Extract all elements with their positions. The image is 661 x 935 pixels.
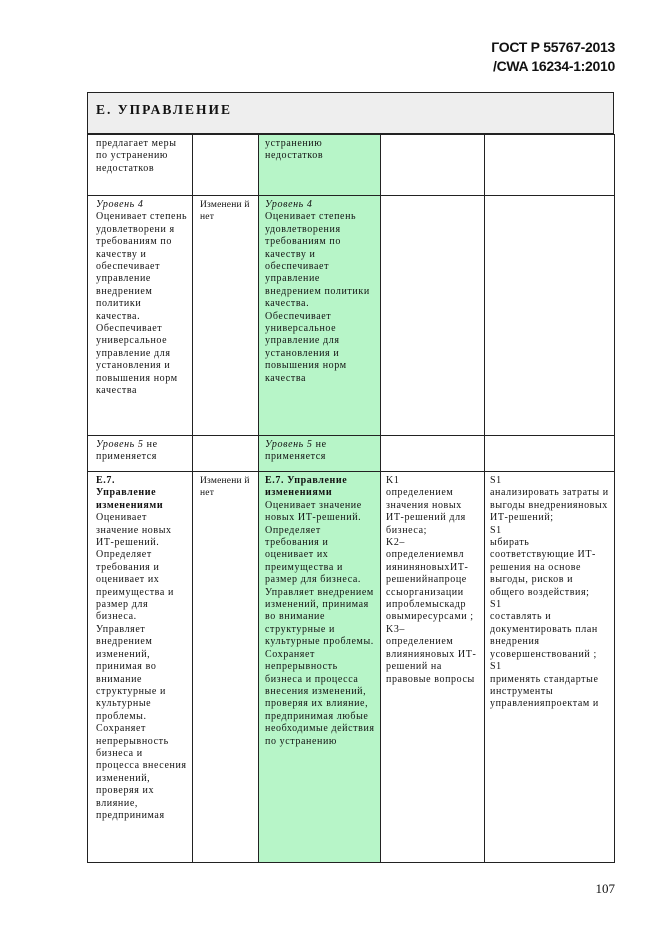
table-cell bbox=[381, 436, 485, 472]
table-cell bbox=[88, 436, 193, 472]
skill-code: S1 bbox=[490, 599, 502, 611]
table-row bbox=[88, 196, 615, 436]
cell-text: предлагает меры по устранению недостатков bbox=[96, 138, 177, 174]
level-label: Уровень 5 bbox=[96, 439, 144, 450]
table-cell bbox=[88, 196, 193, 436]
knowledge-text: определениемвл ияниняновыхИТ-решенийнапроце ссыорганизации ипроблемыскадр овымиресурсами ; bbox=[386, 549, 474, 623]
knowledge-code: K1 bbox=[386, 475, 400, 486]
table-cell-highlighted bbox=[259, 196, 381, 436]
standard-code: ГОСТ Р 55767-2013 bbox=[491, 39, 615, 55]
table-cell bbox=[193, 196, 259, 436]
skill-code: S1 bbox=[490, 661, 502, 673]
knowledge-text: определением влиянияновых ИТ-решений на правовые вопросы bbox=[386, 636, 477, 685]
knowledge-code: K2– bbox=[386, 537, 406, 549]
competence-table bbox=[87, 134, 615, 863]
table-cell bbox=[381, 135, 485, 196]
level-label: Уровень 5 bbox=[265, 439, 313, 450]
table-cell bbox=[381, 196, 485, 436]
table-cell bbox=[381, 472, 485, 863]
table-cell bbox=[88, 472, 193, 863]
cell-text: Оценивает значение новых ИТ-решений. Определяет требования и оценивает их преимущества и размер для бизнеса. Управляет внедрением изменений, принимая во внимание структурные и культурные проблемы. Сохраняет непрерывность бизнеса и процесса внесения изменений, проверяя их влияние, предпринимая любые необходимые действия по устранению bbox=[265, 499, 375, 747]
cell-text: Оценивает значение новых ИТ-решений. Определяет требования и оценивает их преимущества и размер для бизнеса. Управляет внедрением изменений, принимая во внимание структурные и культурные проблемы. Сохраняет непрерывность бизнеса и процесса внесения изменений, проверяя их влияние, предпринимая bbox=[96, 512, 187, 821]
skill-code: S1 bbox=[490, 475, 502, 486]
table-cell bbox=[193, 436, 259, 472]
table-cell-highlighted bbox=[259, 436, 381, 472]
cell-text: устранению недостатков bbox=[265, 138, 324, 162]
skill-text: применять стандартые инструменты управленияпроектам и bbox=[490, 673, 599, 710]
table-cell bbox=[485, 196, 615, 436]
cell-text: Изменени й нет bbox=[200, 476, 250, 499]
section-title-box bbox=[87, 92, 614, 134]
table-cell-highlighted bbox=[259, 135, 381, 196]
table-cell bbox=[485, 472, 615, 863]
skill-text: ыбирать соответствующие ИТ-решения на основе выгоды, рисков и общего воздействия; bbox=[490, 537, 596, 598]
cell-text: Оценивает степень удовлетворени я требованиям по качеству и обеспечивает управление внедрением политики качества. Обеспечивает универсальное управление для установления и повышения норм качества bbox=[96, 211, 188, 397]
cell-text: Оценивает степень удовлетворения требованиям по качеству и обеспечивает управление внедрением политики качества. Обеспечивает универсальное управление для установления и повышения норм качества bbox=[265, 211, 370, 384]
standard-code-cwa: /CWA 16234-1:2010 bbox=[492, 58, 615, 74]
table-row bbox=[88, 436, 615, 472]
skill-code: S1 bbox=[490, 524, 502, 536]
cell-text: Изменени й нет bbox=[200, 200, 250, 223]
competence-code: Е.7. bbox=[96, 475, 116, 486]
table-cell bbox=[485, 135, 615, 196]
level-label: Уровень 4 bbox=[265, 199, 313, 210]
cell-text: не применяется bbox=[265, 439, 327, 463]
table-cell-highlighted bbox=[259, 472, 381, 863]
table-cell bbox=[193, 135, 259, 196]
document-header bbox=[491, 38, 615, 76]
knowledge-text: определением значения новых ИТ-решений для бизнеса; bbox=[386, 487, 466, 536]
table-row bbox=[88, 135, 615, 196]
section-title: Е. УПРАВЛЕНИЕ bbox=[96, 102, 232, 117]
level-label: Уровень 4 bbox=[96, 199, 144, 210]
table-row bbox=[88, 472, 615, 863]
knowledge-code: K3– bbox=[386, 623, 406, 635]
page-number: 107 bbox=[595, 881, 615, 896]
competence-title: Е.7. Управление изменениями bbox=[265, 475, 348, 499]
table-cell bbox=[485, 436, 615, 472]
cell-text: не применяется bbox=[96, 439, 158, 463]
skill-text: анализировать затраты и выгоды внедренияновых ИТ-решений; bbox=[490, 487, 609, 524]
competence-title: Управление изменениями bbox=[96, 487, 164, 511]
table-cell bbox=[193, 472, 259, 863]
skill-text: составлять и документировать план внедрения усовершенствований ; bbox=[490, 611, 598, 660]
table-cell bbox=[88, 135, 193, 196]
